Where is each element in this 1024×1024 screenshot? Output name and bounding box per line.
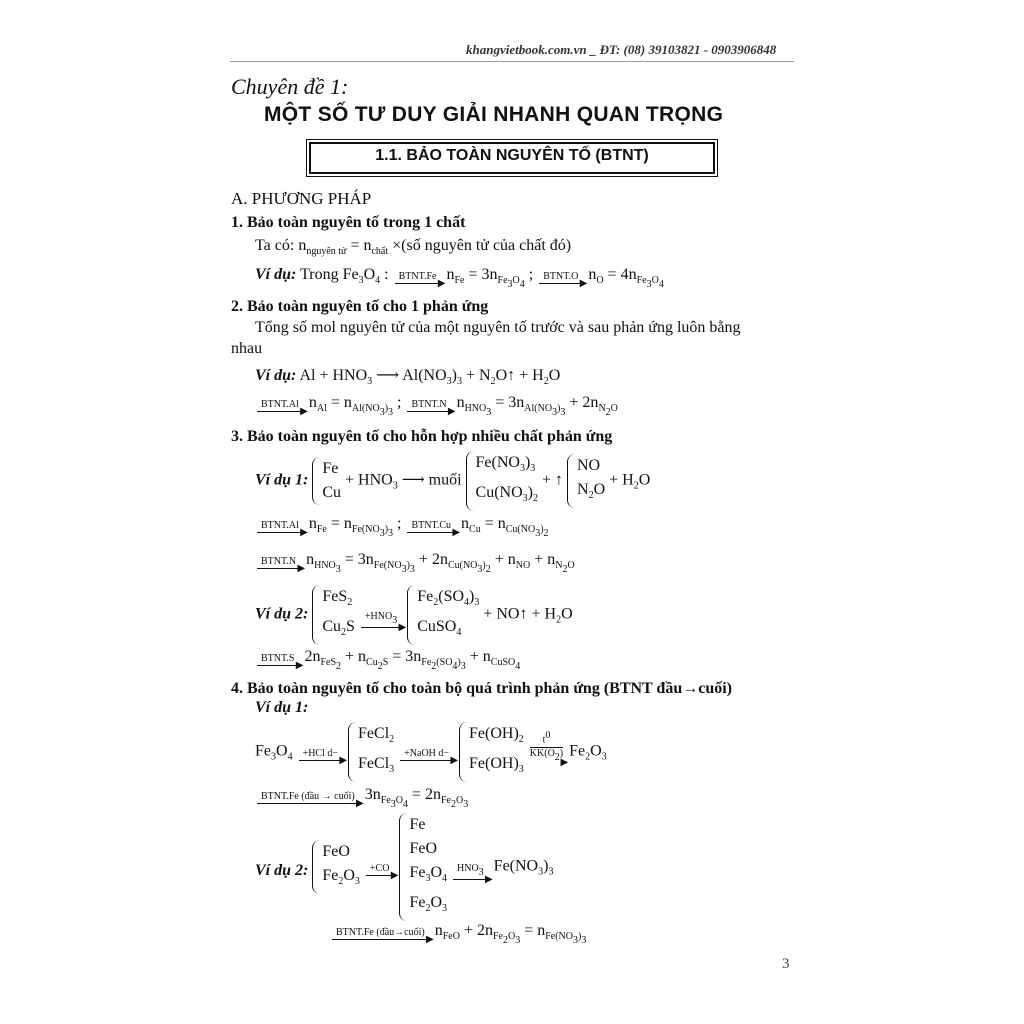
header-contact: khangvietbook.com.vn _ ĐT: (08) 39103821 - 0903906848 (466, 42, 777, 57)
item2-reaction: Ví dụ: $Al + HNO_3$ ⟶ $Al(NO_3)_3$ + $N_2O↑ + H_2O$ (255, 367, 561, 387)
item2-btnt: BTNT.Al ▶ $n_{Al} = n_{Al(NO_3)_3}$ ; BTNT.N ▶ $n_{HNO_3} = 3n_{Al(NO_3)_3} + 2n_{N_2O}$ (255, 394, 618, 418)
arrow-t0-kk: $t^0$ ▶ $KK(O_2)$ (529, 730, 569, 768)
brace-fes2-cu2s: FeS$_2$ $Cu_2S$ (312, 585, 355, 645)
item2-text2: nhau (231, 340, 263, 357)
item3-example2: Ví dụ 2: FeS$_2$ $Cu_2S$ $+HNO_3$ ▶ $Fe_2(SO_4)_3$ CuSO$_4$ + NO↑ + $H_2O$ (255, 585, 573, 645)
item4-vidu2: Ví dụ 2: (255, 861, 309, 879)
item3-btnt-s: BTNT.S ▶ $2n_{FeS_2} + n_{Cu_2S} = 3n_{Fe_2(SO_4)_3} + n_{CuSO_4}$ (255, 648, 520, 672)
item3-btnt-al-cu: BTNT.Al ▶ $n_{Fe} = n_{Fe(NO_3)_3}$ ; BTNT.Cu ▶ $n_{Cu} = n_{Cu(NO_3)_2}$ (255, 515, 549, 539)
page-number: 3 (782, 956, 790, 972)
item1-formula: Ta có: $n_{nguyên tử} = n_{chất}$ ×(số nguyên tử của chất đó) (255, 237, 572, 257)
brace-iron-species: Fe FeO $Fe_3O_4$ $Fe_2O_3$ (399, 813, 447, 921)
page-title: MỘT SỐ TƯ DUY GIẢI NHANH QUAN TRỌNG (264, 103, 724, 126)
brace-salts: $Fe(NO_3)_3$ $Cu(NO_3)_2$ (466, 451, 538, 511)
brace-gases: NO $N_2O$ (567, 454, 605, 508)
item1-trong: Trong (300, 266, 339, 283)
arrow-plus-hno3: $+HNO_3$ ▶ (361, 612, 401, 628)
item1-heading: 1. Bảo toàn nguyên tố trong 1 chất (231, 214, 466, 231)
arrow-btnt-n: BTNT.N ▶ (407, 400, 450, 412)
item3-vidu1: Ví dụ 1: (255, 471, 309, 489)
item3-heading: 3. Bảo toàn nguyên tố cho hỗn hợp nhiều chất phản ứng (231, 428, 613, 445)
arrow-btnt-n-2: BTNT.N ▶ (257, 557, 300, 569)
item1-taco: Ta có: (255, 237, 295, 254)
section-a-heading: A. PHƯƠNG PHÁP (231, 189, 372, 208)
arrow-btnt-al: BTNT.Al ▶ (257, 400, 303, 412)
item2-text1: Tổng số mol nguyên tử của một nguyên tố trước và sau phản ứng luôn bằng (255, 319, 741, 336)
chapter-label: Chuyên đề 1: (231, 74, 349, 99)
section-box-title: 1.1. BẢO TOÀN NGUYÊN TỐ (BTNT) (375, 147, 649, 164)
arrow-hno3: $HNO_3$ ▶ (453, 864, 488, 880)
item2-heading: 2. Bảo toàn nguyên tố cho 1 phản ứng (231, 298, 489, 315)
arrow-btnt-s: BTNT.S ▶ (257, 654, 298, 666)
item1-vidu: Ví dụ: (255, 266, 297, 283)
item3-muoi: muối (428, 471, 462, 489)
arrow-btnt-fe: BTNT.Fe ▶ (395, 272, 441, 284)
item4-btnt-fe: BTNT.Fe (đầu → cuối) ▶ $3n_{Fe_3O_4} = 2n_{Fe_2O_3}$ (255, 786, 468, 810)
arrow-plus-co: +CO ▶ (366, 864, 394, 876)
arrow-btnt-o: BTNT.O ▶ (539, 272, 582, 284)
brace-chlorides: FeCl$_2$ FeCl$_3$ (348, 722, 394, 782)
item3-vidu2: Ví dụ 2: (255, 605, 309, 623)
brace-feo-fe2o3: FeO $Fe_2O_3$ (312, 840, 360, 894)
item4-example1: $Fe_3O_4$ +HCl d− ▶ FeCl$_2$ FeCl$_3$ +NaOH d− ▶ $Fe(OH)_2$ $Fe(OH)_3$ $t^0$ ▶ $KK(O_2)$ $Fe_2O_3$ (255, 722, 607, 782)
arrow-btnt-fe-dau-cuoi-2: BTNT.Fe (đầu→cuối) ▶ (332, 928, 429, 940)
brace-sulfates: $Fe_2(SO_4)_3$ CuSO$_4$ (407, 585, 479, 645)
arrow-btnt-al-2: BTNT.Al ▶ (257, 521, 303, 533)
item4-example2: Ví dụ 2: FeO $Fe_2O_3$ +CO ▶ Fe FeO $Fe_3O_4$ $Fe_2O_3$ $HNO_3$ ▶ $Fe(NO_3)_3$ (255, 813, 553, 921)
arrow-btnt-cu: BTNT.Cu ▶ (407, 521, 455, 533)
item1-note: (số nguyên tử của chất đó) (401, 237, 572, 254)
header-rule (230, 61, 794, 62)
item4-vidu1: Ví dụ 1: (255, 699, 309, 716)
item2-vidu: Ví dụ: (255, 367, 297, 384)
item3-btnt-n: BTNT.N ▶ $n_{HNO_3} = 3n_{Fe(NO_3)_3} + 2n_{Cu(NO_3)_2} + n_{NO} + n_{N_2O}$ (255, 551, 575, 575)
arrow-plus-naoh: +NaOH d− ▶ (400, 749, 453, 761)
brace-fe-cu: Fe Cu (312, 457, 341, 505)
item1-example: Ví dụ: Trong $Fe_3O_4$ : BTNT.Fe ▶ $n_{Fe} = 3n_{Fe_3O_4}$ ; BTNT.O ▶ $n_O = 4n_{Fe_3O_4}$ (255, 266, 664, 290)
item4-btnt-fe-2: BTNT.Fe (đầu→cuối) ▶ $n_{FeO} + 2n_{Fe_2O_3} = n_{Fe(NO_3)_3}$ (330, 922, 586, 946)
arrow-plus-hcl: +HCl d− ▶ (299, 749, 342, 761)
brace-hydroxides: $Fe(OH)_2$ $Fe(OH)_3$ (459, 722, 524, 782)
item3-example1: Ví dụ 1: Fe Cu + $HNO_3$ ⟶ muối $Fe(NO_3)_3$ $Cu(NO_3)_2$ + ↑ NO $N_2O$ + $H_2O$ (255, 451, 650, 511)
item4-heading: 4. Bảo toàn nguyên tố cho toàn bộ quá trình phản ứng (BTNT đầu→cuối) (231, 680, 732, 697)
arrow-btnt-fe-dau-cuoi: BTNT.Fe (đầu → cuối) ▶ (257, 792, 359, 804)
